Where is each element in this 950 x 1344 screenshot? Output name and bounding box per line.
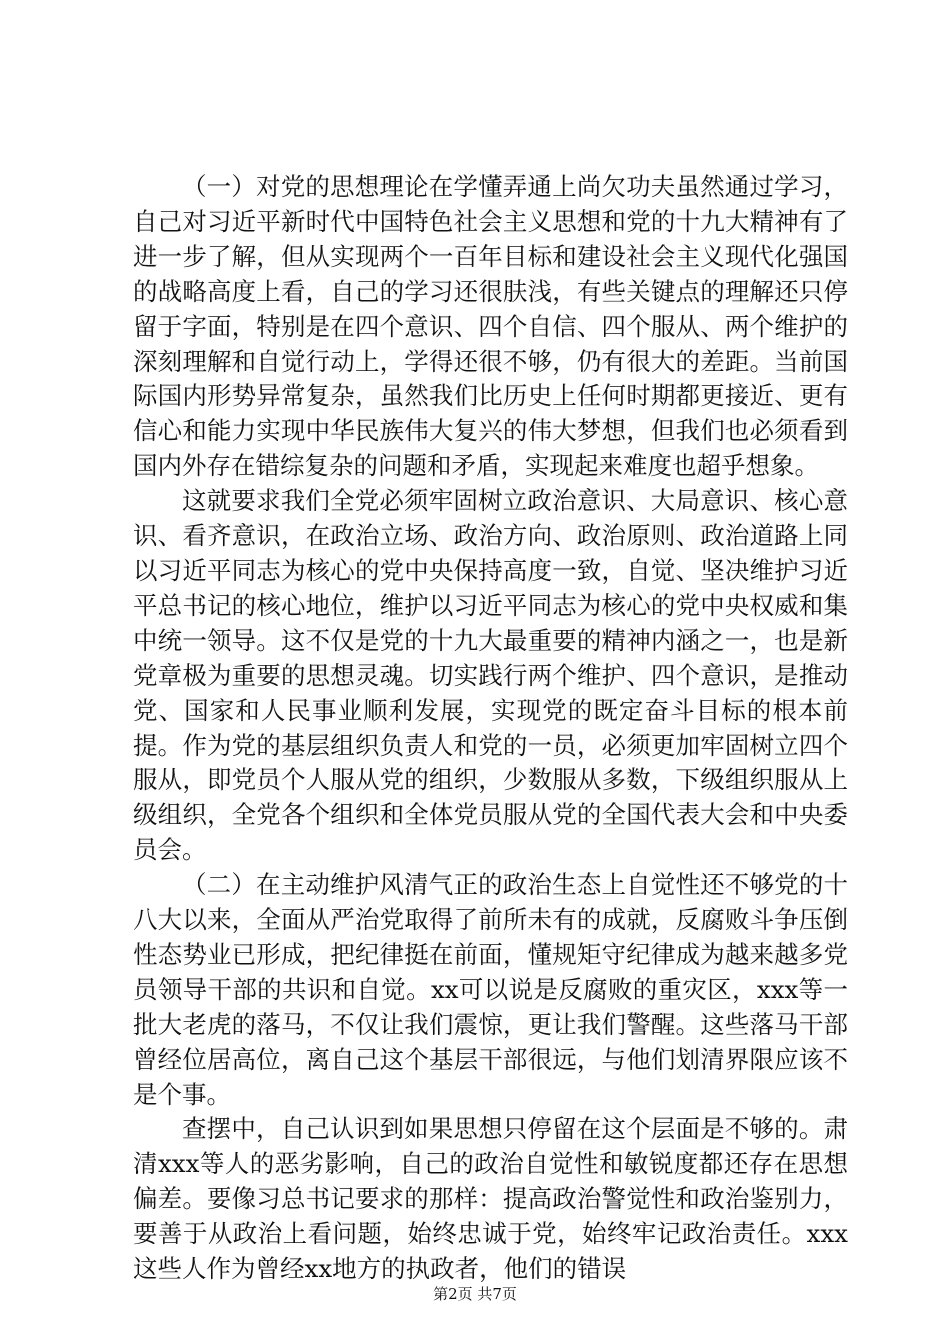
paragraph-3: （二）在主动维护风清气正的政治生态上自觉性还不够党的十八大以来，全面从严治党取得了前所未有的成就，反腐败斗争压倒性态势业已形成，把纪律挺在前面，懂规矩守纪律成为越来越多党员领导干部的共识和自觉。xx可以说是反腐败的重灾区，xxx等一批大老虎的落马，不仅让我们震惊，更让我们警醒。这些落马干部曾经位居高位，离自己这个基层干部很远，与他们划清界限应该不是个事。 <box>133 870 848 1109</box>
page-number-footer: 第2页 共7页 <box>433 1285 517 1303</box>
paragraph-1: （一）对党的思想理论在学懂弄通上尚欠功夫虽然通过学习，自己对习近平新时代中国特色社会主义思想和党的十九大精神有了进一步了解，但从实现两个一百年目标和建设社会主义现代化强国的战略高度上看，自己的学习还很肤浅，有些关键点的理解还只停留于字面，特别是在四个意识、四个自信、四个服从、两个维护的深刻理解和自觉行动上，学得还很不够，仍有很大的差距。当前国际国内形势异常复杂，虽然我们比历史上任何时期都更接近、更有信心和能力实现中华民族伟大复兴的伟大梦想，但我们也必须看到国内外存在错综复杂的问题和矛盾，实现起来难度也超乎想象。 <box>133 172 848 481</box>
paragraph-2: 这就要求我们全党必须牢固树立政治意识、大局意识、核心意识、看齐意识，在政治立场、政治方向、政治原则、政治道路上同以习近平同志为核心的党中央保持高度一致，自觉、坚决维护习近平总书记的核心地位，维护以习近平同志为核心的党中央权威和集中统一领导。这不仅是党的十九大最重要的精神内涵之一，也是新党章极为重要的思想灵魂。切实践行两个维护、四个意识，是推动党、国家和人民事业顺利发展，实现党的既定奋斗目标的根本前提。作为党的基层组织负责人和党的一员，必须更加牢固树立四个服从，即党员个人服从党的组织，少数服从多数，下级组织服从上级组织，全党各个组织和全体党员服从党的全国代表大会和中央委员会。 <box>133 486 848 865</box>
document-body <box>133 170 848 1287</box>
paragraph-4: 查摆中，自己认识到如果思想只停留在这个层面是不够的。肃清xxx等人的恶劣影响，自己的政治自觉性和敏锐度都还存在思想偏差。要像习总书记要求的那样：提高政治警觉性和政治鉴别力，要善于从政治上看问题，始终忠诚于党，始终牢记政治责任。xxx这些人作为曾经xx地方的执政者，他们的错误 <box>133 1114 848 1284</box>
